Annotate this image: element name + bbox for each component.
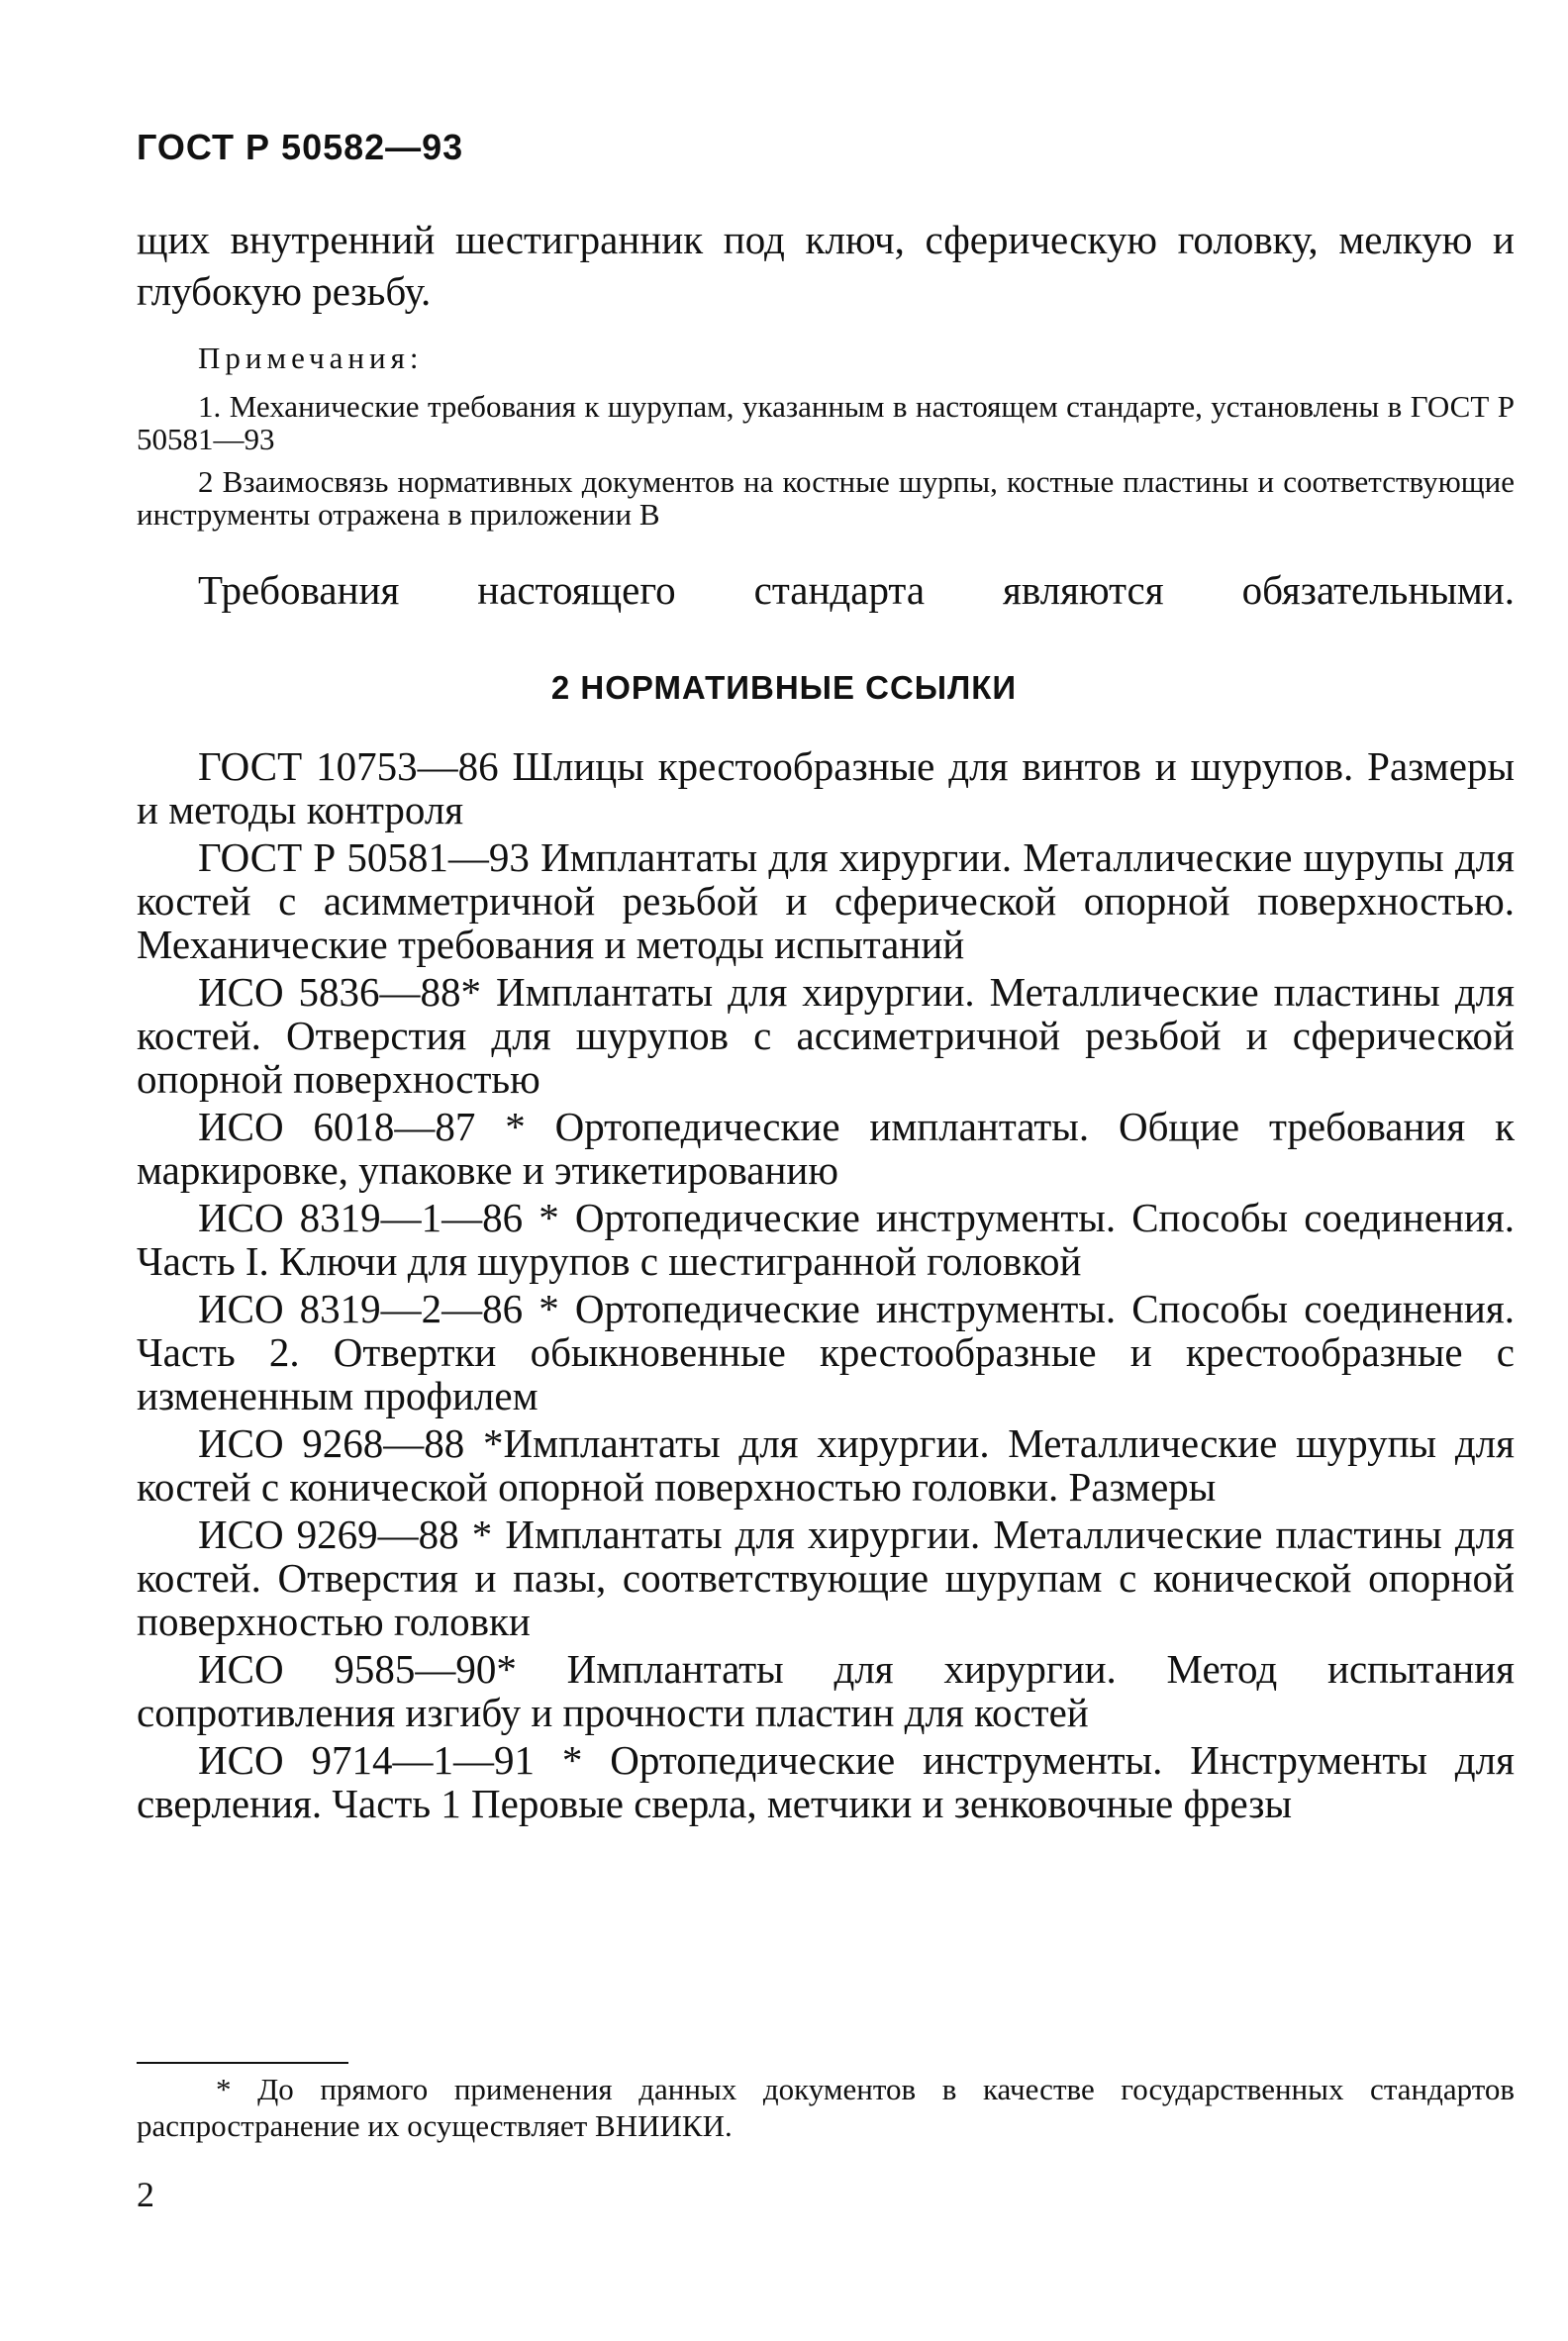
footnote-divider bbox=[137, 2062, 348, 2064]
reference-item: ИСО 9714—1—91 * Ортопедические инструменты. Инструменты для сверления. Часть 1 Перовые сверла, метчики и зенковочные фрезы bbox=[137, 1737, 1515, 1826]
reference-item: ГОСТ 10753—86 Шлицы крестообразные для винтов и шурупов. Размеры и методы контроля bbox=[137, 743, 1515, 832]
reference-item: ИСО 6018—87 * Ортопедические имплантаты. Общие требования к маркировке, упаковке и этикетированию bbox=[137, 1104, 1515, 1193]
document-header: ГОСТ Р 50582—93 bbox=[137, 127, 464, 167]
mandatory-statement: Требования настоящего стандарта являются обязательными. bbox=[198, 567, 1515, 613]
references-list bbox=[137, 744, 1515, 1829]
reference-item: ИСО 8319—2—86 * Ортопедические инструменты. Способы соединения. Часть 2. Отвертки обыкновенные крестообразные и крестообразные с измененным профилем bbox=[137, 1286, 1515, 1418]
note-1: 1. Механические требования к шурупам, указанным в настоящем стандарте, установлены в ГОСТ Р 50581—93 bbox=[137, 389, 1515, 456]
reference-item: ИСО 8319—1—86 * Ортопедические инструменты. Способы соединения. Часть I. Ключи для шурупов с шестигранной головкой bbox=[137, 1195, 1515, 1284]
note-2: 2 Взаимосвязь нормативных документов на костные шурпы, костные пластины и соответствующие инструменты отражена в приложении В bbox=[137, 464, 1515, 532]
reference-item: ИСО 9269—88 * Имплантаты для хирургии. Металлические пластины для костей. Отверстия и пазы, соответствующие шурупам с конической опорной поверхностью головки bbox=[137, 1512, 1515, 1644]
page-number: 2 bbox=[137, 2175, 154, 2214]
footnote: * До прямого применения данных документов в качестве государственных стандартов распространение их осуществляет ВНИИКИ. bbox=[137, 2072, 1515, 2143]
section-title: 2 НОРМАТИВНЫЕ ССЫЛКИ bbox=[550, 669, 1018, 706]
notes-title: Примечания: bbox=[198, 341, 424, 375]
reference-item: ИСО 9268—88 *Имплантаты для хирургии. Металлические шурупы для костей с конической опорной поверхностью головки. Размеры bbox=[137, 1420, 1515, 1510]
reference-item: ИСО 9585—90* Имплантаты для хирургии. Метод испытания сопротивления изгибу и прочности пластин для костей bbox=[137, 1646, 1515, 1735]
intro-paragraph: щих внутренний шестигранник под ключ, сферическую головку, мелкую и глубокую резьбу. bbox=[137, 217, 1515, 314]
reference-item: ГОСТ Р 50581—93 Имплантаты для хирургии. Металлические шурупы для костей с асимметричной резьбой и сферической опорной поверхностью. Механические требования и методы испытаний bbox=[137, 834, 1515, 967]
reference-item: ИСО 5836—88* Имплантаты для хирургии. Металлические пластины для костей. Отверстия для шурупов с ассиметричной резьбой и сферической опорной поверхностью bbox=[137, 969, 1515, 1102]
